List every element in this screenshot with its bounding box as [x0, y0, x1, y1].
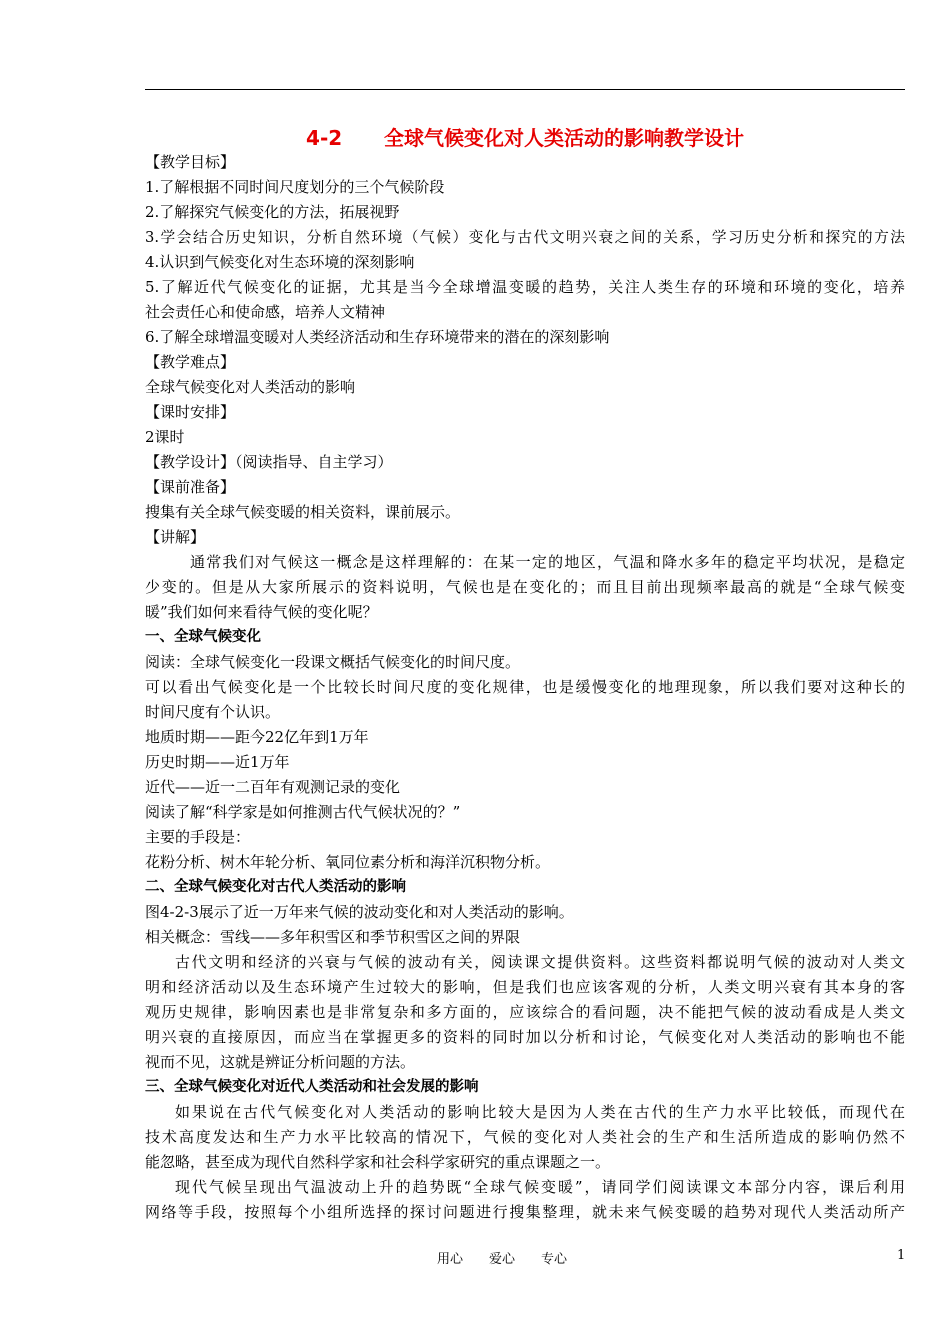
footer-motto: 用心 爱心 专心 — [437, 1252, 568, 1267]
paragraph-line: 技术高度发达和生产力水平比较高的情况下，气候的变化对人类社会的生产和生活所造成的影响仍然不 — [145, 1128, 905, 1146]
paragraph-line: 全球气候变化对人类活动的影响 — [145, 378, 356, 396]
section-heading: 【教学目标】 — [145, 153, 236, 171]
paragraph-line: 2课时 — [145, 428, 185, 446]
paragraph-line: 古代文明和经济的兴衰与气候的波动有关，阅读课文提供资料。这些资料都说明气候的波动对人类文 — [175, 953, 905, 971]
objective-item: 4.认识到气候变化对生态环境的深刻影响 — [145, 253, 415, 271]
objective-item: 3.学会结合历史知识，分析自然环境（气候）变化与古代文明兴衰之间的关系，学习历史分析和探究的方法 — [145, 229, 905, 246]
paragraph-line: 近代——近一二百年有观测记录的变化 — [145, 778, 401, 796]
paragraph-line: 明和经济活动以及生态环境产生过较大的影响，但是我们也应该客观的分析，人类文明兴衰有其本身的客 — [145, 978, 905, 996]
paragraph-line: 图4-2-3展示了近一万年来气候的波动变化和对人类活动的影响。 — [145, 903, 574, 921]
section-heading: 【课时安排】 — [145, 403, 236, 421]
paragraph-line: 地质时期——距今22亿年到1万年 — [145, 728, 369, 746]
paragraph-line: 观历史规律，影响因素也是非常复杂和多方面的，应该综合的看问题，决不能把气候的波动看成是人类文 — [145, 1003, 905, 1021]
section-heading: 【讲解】 — [145, 528, 206, 546]
page-title: 4-2 全球气候变化对人类活动的影响教学设计 — [306, 126, 744, 150]
paragraph-line: 花粉分析、树木年轮分析、氧同位素分析和海洋沉积物分析。 — [145, 853, 551, 871]
paragraph-line: 历史时期——近1万年 — [145, 753, 290, 771]
section-heading: 【课前准备】 — [145, 478, 236, 496]
paragraph-line: 阅读了解“科学家是如何推测古代气候状况的？” — [145, 803, 461, 821]
objective-item: 1.了解根据不同时间尺度划分的三个气候阶段 — [145, 178, 445, 196]
paragraph-line: 相关概念：雪线——多年积雪区和季节积雪区之间的界限 — [145, 928, 521, 946]
paragraph-line: 能忽略，甚至成为现代自然科学家和社会科学家研究的重点课题之一。 — [145, 1153, 611, 1171]
objective-item: 6.了解全球增温变暖对人类经济活动和生存环境带来的潜在的深刻影响 — [145, 328, 610, 346]
subheading: 二、全球气候变化对古代人类活动的影响 — [145, 879, 406, 895]
objective-item-continued: 社会责任心和使命感，培养人文精神 — [145, 303, 386, 321]
section-heading: 【教学设计】（阅读指导、自主学习） — [145, 453, 393, 471]
objective-item: 2.了解探究气候变化的方法，拓展视野 — [145, 203, 400, 221]
paragraph-line: 视而不见，这就是辨证分析问题的方法。 — [145, 1053, 416, 1071]
objective-item: 5.了解近代气候变化的证据，尤其是当今全球增温变暖的趋势，关注人类生存的环境和环境的变化，培养 — [145, 278, 905, 296]
subheading: 一、全球气候变化 — [145, 629, 261, 645]
paragraph-line: 少变的。但是从大家所展示的资料说明，气候也是在变化的；而且目前出现频率最高的就是“全球气候变 — [145, 578, 905, 596]
paragraph-line: 明兴衰的直接原因，而应当在掌握更多的资料的同时加以分析和讨论，气候变化对人类活动的影响也不能 — [145, 1028, 905, 1046]
paragraph-line: 通常我们对气候这一概念是这样理解的：在某一定的地区，气温和降水多年的稳定平均状况，是稳定 — [190, 553, 905, 571]
paragraph-line: 现代气候呈现出气温波动上升的趋势既“全球气候变暖”，请同学们阅读课文本部分内容，课后利用 — [175, 1178, 905, 1196]
header-rule — [145, 89, 905, 90]
paragraph-line: 主要的手段是： — [145, 828, 251, 846]
paragraph-line: 可以看出气候变化是一个比较长时间尺度的变化规律，也是缓慢变化的地理现象，所以我们要对这种长的 — [145, 678, 905, 696]
paragraph-line: 暖”我们如何来看待气候的变化呢？ — [145, 603, 378, 621]
page-number: 1 — [897, 1248, 906, 1263]
paragraph-line: 网络等手段，按照每个小组所选择的探讨问题进行搜集整理，就未来气候变暖的趋势对现代人类活动所产 — [145, 1203, 905, 1221]
paragraph-line: 搜集有关全球气候变暖的相关资料，课前展示。 — [145, 503, 461, 521]
section-heading: 【教学难点】 — [145, 353, 236, 371]
paragraph-line: 时间尺度有个认识。 — [145, 703, 281, 721]
paragraph-line: 如果说在古代气候变化对人类活动的影响比较大是因为人类在古代的生产力水平比较低，而现代在 — [175, 1103, 905, 1121]
subheading: 三、全球气候变化对近代人类活动和社会发展的影响 — [145, 1079, 479, 1095]
paragraph-line: 阅读：全球气候变化一段课文概括气候变化的时间尺度。 — [145, 653, 521, 671]
document-body — [145, 150, 905, 1225]
